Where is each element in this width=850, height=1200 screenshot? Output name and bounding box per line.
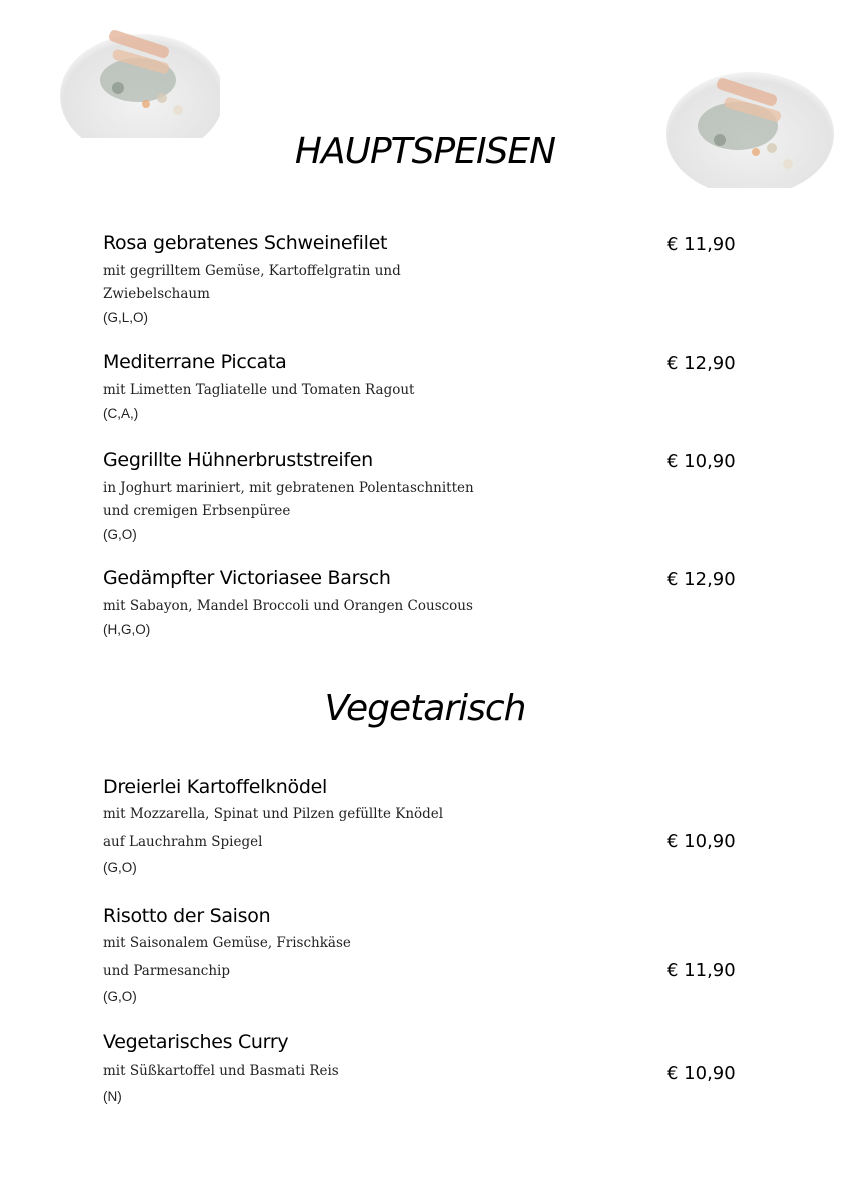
allergen-codes: (H,G,O) (103, 622, 151, 637)
description-line: in Joghurt mariniert, mit gebratenen Polentaschnitten (103, 480, 474, 496)
dish-description (103, 260, 753, 306)
dish-description (103, 1057, 753, 1085)
menu-item (103, 776, 753, 879)
allergen-codes: (G,L,O) (103, 310, 149, 325)
menu-item (103, 449, 753, 546)
menu-item (103, 351, 753, 425)
dish-price: € 12,90 (667, 569, 736, 590)
description-line: mit Sabayon, Mandel Broccoli und Orangen Couscous (103, 598, 473, 614)
description-line: auf Lauchrahm Spiegel (103, 834, 263, 850)
description-line: und Parmesanchip (103, 963, 230, 979)
dish-name: Risotto der Saison (103, 905, 271, 927)
dish-price: € 11,90 (667, 960, 736, 981)
dish-name: Rosa gebratenes Schweinefilet (103, 232, 388, 254)
allergen-codes: (C,A,) (103, 406, 139, 421)
dish-name: Gedämpfter Victoriasee Barsch (103, 567, 391, 589)
allergen-codes: (G,O) (103, 527, 137, 542)
dish-name: Mediterrane Piccata (103, 351, 287, 373)
dish-name: Gegrillte Hühnerbruststreifen (103, 449, 373, 471)
description-line: mit Süßkartoffel und Basmati Reis (103, 1063, 339, 1079)
allergen-codes: (G,O) (103, 860, 137, 875)
dish-price: € 10,90 (667, 831, 736, 852)
dish-description (103, 379, 753, 402)
dish-name: Vegetarisches Curry (103, 1031, 289, 1053)
dish-price: € 10,90 (667, 451, 736, 472)
dish-photo-left (50, 18, 220, 138)
description-line: mit Mozzarella, Spinat und Pilzen gefüllte Knödel (103, 806, 444, 822)
dish-description (103, 477, 753, 523)
menu-item (103, 232, 753, 329)
dish-price: € 10,90 (667, 1063, 736, 1084)
menu-item (103, 1031, 753, 1108)
section-title-main-courses: HAUPTSPEISEN (294, 131, 556, 172)
dish-description (103, 929, 753, 985)
dish-description (103, 800, 753, 856)
description-line: und cremigen Erbsenpüree (103, 503, 291, 519)
section-title-vegetarian: Vegetarisch (324, 688, 526, 729)
description-line: mit Saisonalem Gemüse, Frischkäse (103, 935, 351, 951)
dish-price: € 11,90 (667, 234, 736, 255)
allergen-codes: (G,O) (103, 989, 137, 1004)
menu-item (103, 905, 753, 1008)
menu-item (103, 567, 753, 641)
description-line: mit gegrilltem Gemüse, Kartoffelgratin und (103, 263, 401, 279)
description-line: mit Limetten Tagliatelle und Tomaten Ragout (103, 382, 415, 398)
dish-name: Dreierlei Kartoffelknödel (103, 776, 327, 798)
allergen-codes: (N) (103, 1089, 122, 1104)
dish-price: € 12,90 (667, 353, 736, 374)
description-line: Zwiebelschaum (103, 286, 210, 302)
dish-description (103, 595, 753, 618)
